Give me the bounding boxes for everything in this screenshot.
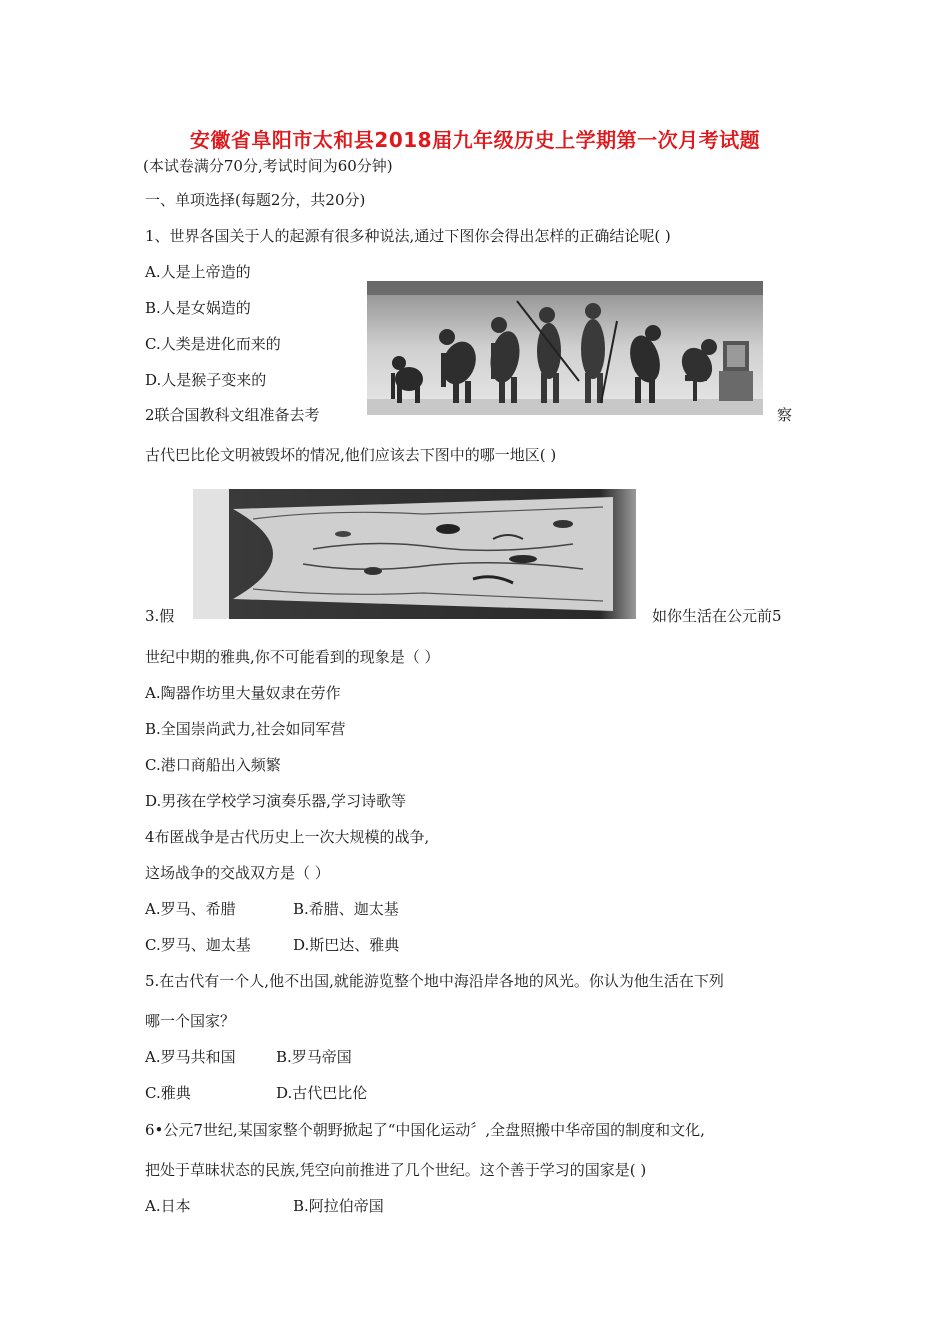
human-evolution-image (367, 281, 763, 415)
question-1-stem: 1、世界各国关于人的起源有很多种说法,通过下图你会得出怎样的正确结论呢( ) (145, 227, 671, 245)
question-4-option-a: A.罗马、希腊 (145, 900, 236, 918)
question-4-line1: 4布匿战争是古代历史上一次大规模的战争, (145, 828, 430, 846)
question-3-part2: 如你生活在公元前5 (652, 607, 782, 625)
question-6-option-b: B.阿拉伯帝国 (293, 1197, 384, 1215)
question-5-option-c: C.雅典 (145, 1084, 191, 1102)
question-3-option-b: B.全国崇尚武力,社会如同军营 (145, 720, 346, 738)
section-heading: 一、单项选择(每题2分，共20分) (145, 191, 366, 209)
question-4-option-d: D.斯巴达、雅典 (293, 936, 400, 954)
question-5-option-a: A.罗马共和国 (145, 1048, 236, 1066)
question-4-option-b: B.希腊、迦太基 (293, 900, 399, 918)
question-3-option-c: C.港口商船出入频繁 (145, 756, 281, 774)
question-4-option-c: C.罗马、迦太基 (145, 936, 251, 954)
question-3-line2: 世纪中期的雅典,你不可能看到的现象是（ ） (145, 648, 440, 666)
question-5-option-d: D.古代巴比伦 (276, 1084, 368, 1102)
question-6-line1: 6•公元7世纪,某国家整个朝野掀起了“中国化运动〞,全盘照搬中华帝国的制度和文化, (145, 1121, 705, 1139)
exam-subtitle: (本试卷满分70分,考试时间为60分钟) (143, 157, 393, 175)
question-3-option-d: D.男孩在学校学习演奏乐器,学习诗歌等 (145, 792, 407, 810)
question-1-option-b: B.人是女娲造的 (145, 299, 251, 317)
question-3-part1: 3.假 (145, 607, 175, 625)
question-1-option-a: A.人是上帝造的 (145, 263, 251, 281)
page-title: 安徽省阜阳市太和县2018届九年级历史上学期第一次月考试题 (189, 128, 761, 152)
question-6-option-a: A.日本 (145, 1197, 191, 1215)
question-4-line2: 这场战争的交战双方是（ ） (145, 864, 330, 882)
question-3-option-a: A.陶器作坊里大量奴隶在劳作 (145, 684, 341, 702)
ancient-map-image (193, 489, 636, 619)
question-5-option-b: B.罗马帝国 (276, 1048, 352, 1066)
question-5-line2: 哪一个国家？ (145, 1012, 236, 1030)
question-1-option-d: D.人是猴子变来的 (145, 371, 267, 389)
question-2-part1: 2联合国教科文组准备去考 (145, 406, 320, 424)
question-5-line1: 5.在古代有一个人,他不出国,就能游览整个地中海沿岸各地的风光。你认为他生活在下列 (145, 972, 724, 990)
question-6-line2: 把处于草昧状态的民族,凭空向前推进了几个世纪。这个善于学习的国家是( ) (145, 1161, 647, 1179)
question-1-option-c: C.人类是进化而来的 (145, 335, 281, 353)
question-2-part2: 察 (777, 406, 793, 424)
question-2-line2: 古代巴比伦文明被毁坏的情况,他们应该去下图中的哪一地区( ) (145, 446, 557, 464)
